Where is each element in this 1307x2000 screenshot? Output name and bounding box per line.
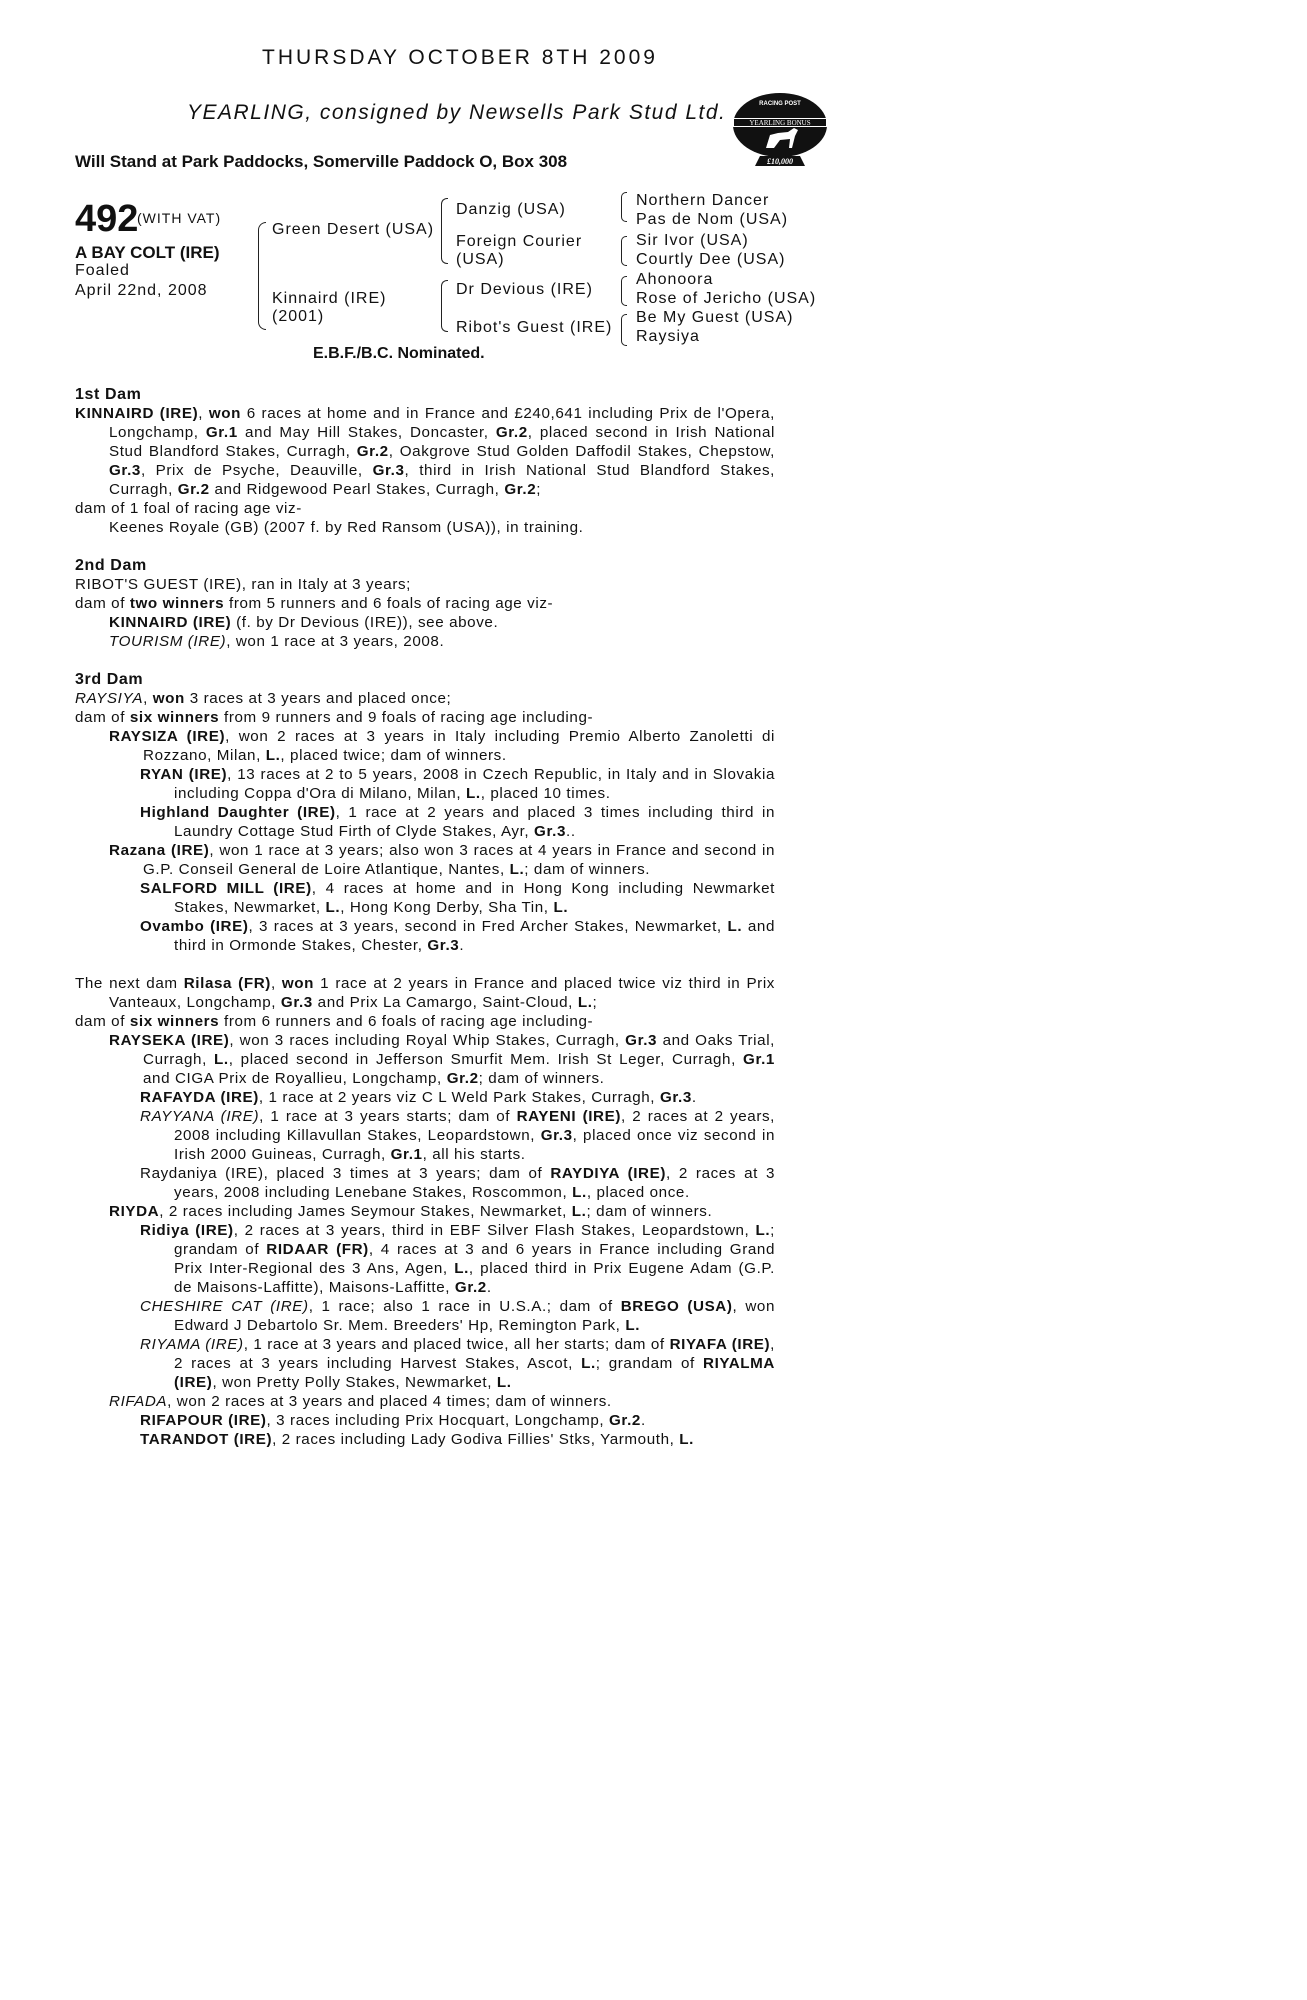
pedigree-sire: Green Desert (USA) bbox=[272, 221, 435, 238]
produce-item: Ridiya (IRE), 2 races at 3 years, third in EBF Silver Flash Stakes, Leopardstown, L.; grandam of RIDAAR (FR), 4 races at 3 and 6 years in France including Grand Prix Inter-Regional des 3 Ans, Agen, L., placed third in Prix Eugene Adam (G.P. de Maisons-Laffitte), Maisons-Laffitte, Gr.2. bbox=[140, 1222, 776, 1296]
produce-item: RYAN (IRE), 13 races at 2 to 5 years, 2008 in Czech Republic, in Italy and in Slovakia including Coppa d'Ora di Milano, Milan, L., placed 10 times. bbox=[140, 766, 775, 802]
produce-item: RIYAMA (IRE), 1 race at 3 years and placed twice, all her starts; dam of RIYAFA (IRE), 2 races at 3 years including Harvest Stakes, Ascot, L.; grandam of RIYALMA (IRE), won Pretty Polly Stakes, Newmarket, L. bbox=[140, 1336, 775, 1391]
third-dam-paragraph: RAYSIYA, won 3 races at 3 years and placed once; bbox=[75, 690, 452, 707]
produce-item: RAFAYDA (IRE), 1 race at 2 years viz C L Weld Park Stakes, Curragh, Gr.3. bbox=[140, 1089, 697, 1106]
pedigree-brace-dam bbox=[441, 280, 448, 332]
section-heading: 2nd Dam bbox=[75, 557, 147, 574]
produce-item: RIYDA, 2 races including James Seymour Stakes, Newmarket, L.; dam of winners. bbox=[109, 1203, 713, 1220]
section-heading: 3rd Dam bbox=[75, 671, 144, 688]
lot-number: 492 bbox=[75, 198, 139, 240]
vat-note: (WITH VAT) bbox=[137, 210, 222, 226]
next-dam-paragraph: The next dam Rilasa (FR), won 1 race at 2 years in France and placed twice viz third in Prix Vanteaux, Longchamp, Gr.3 and Prix La Camargo, Saint-Cloud, L.; bbox=[75, 975, 776, 1011]
consignment-line: YEARLING, consigned by Newsells Park Stud Ltd. bbox=[187, 101, 727, 124]
foaled-label: Foaled bbox=[75, 262, 130, 279]
produce-item: Highland Daughter (IRE), 1 race at 2 years and placed 3 times including third in Laundry Cottage Stud Firth of Clyde Stakes, Ayr, Gr.3.. bbox=[140, 804, 776, 840]
produce-item: Keenes Royale (GB) (2007 f. by Red Ransom (USA)), in training. bbox=[109, 519, 584, 536]
foaled-date: April 22nd, 2008 bbox=[75, 282, 208, 299]
pedigree-sire-sire: Danzig (USA) bbox=[456, 201, 566, 218]
produce-item: RIFADA, won 2 races at 3 years and placed 4 times; dam of winners. bbox=[109, 1393, 612, 1410]
first-dam-produce: dam of 1 foal of racing age viz- bbox=[75, 500, 302, 517]
produce-item: TOURISM (IRE), won 1 race at 3 years, 2008. bbox=[109, 633, 445, 650]
pedigree-ddd: Raysiya bbox=[636, 328, 700, 345]
pedigree-brace-dd bbox=[621, 314, 627, 346]
pedigree-sire-dam-2: (USA) bbox=[456, 251, 505, 268]
produce-item: CHESHIRE CAT (IRE), 1 race; also 1 race in U.S.A.; dam of BREGO (USA), won Edward J Debartolo Sr. Mem. Breeders' Hp, Remington Park, L. bbox=[140, 1298, 775, 1334]
next-dam-produce: dam of six winners from 6 runners and 6 foals of racing age including- bbox=[75, 1013, 594, 1030]
pedigree-brace-gen1 bbox=[258, 222, 266, 330]
pedigree-brace-ds bbox=[621, 276, 627, 306]
pedigree-dss: Ahonoora bbox=[636, 271, 714, 288]
produce-item: RIFAPOUR (IRE), 3 races including Prix Hocquart, Longchamp, Gr.2. bbox=[140, 1412, 646, 1429]
pedigree-sdd: Courtly Dee (USA) bbox=[636, 251, 786, 268]
produce-item: TARANDOT (IRE), 2 races including Lady Godiva Fillies' Stks, Yarmouth, L. bbox=[140, 1431, 694, 1448]
produce-item: Ovambo (IRE), 3 races at 3 years, second in Fred Archer Stakes, Newmarket, L. and third in Ormonde Stakes, Chester, Gr.3. bbox=[140, 918, 776, 954]
pedigree-ssd: Pas de Nom (USA) bbox=[636, 211, 789, 228]
produce-item: RAYSIZA (IRE), won 2 races at 3 years in Italy including Premio Alberto Zanoletti di Rozzano, Milan, L., placed twice; dam of winners. bbox=[109, 728, 775, 764]
sale-date: THURSDAY OCTOBER 8TH 2009 bbox=[262, 46, 658, 69]
first-dam-paragraph: KINNAIRD (IRE), won 6 races at home and in France and £240,641 including Prix de l'Opera, Longchamp, Gr.1 and May Hill Stakes, Doncaster, Gr.2, placed second in Irish National Stud Blandford Stakes, Curragh, Gr.2, Oakgrove Stud Golden Daffodil Stakes, Chepstow, Gr.3, Prix de Psyche, Deauville, Gr.3, third in Irish National Stud Blandford Stakes, Curragh, Gr.2 and Ridgewood Pearl Stakes, Curragh, Gr.2; bbox=[75, 405, 775, 498]
produce-item: Razana (IRE), won 1 race at 3 years; also won 3 races at 4 years in France and second in G.P. Conseil General de Loire Atlantique, Nantes, L.; dam of winners. bbox=[109, 842, 776, 878]
produce-item: SALFORD MILL (IRE), 4 races at home and in Hong Kong including Newmarket Stakes, Newmarket, L., Hong Kong Derby, Sha Tin, L. bbox=[140, 880, 775, 916]
logo-bottom-text: £10,000 bbox=[767, 157, 793, 166]
second-dam-produce: dam of two winners from 5 runners and 6 foals of racing age viz- bbox=[75, 595, 554, 612]
pedigree-sss: Northern Dancer bbox=[636, 192, 770, 209]
pedigree-brace-sd bbox=[621, 236, 627, 266]
pedigree-sire-dam: Foreign Courier bbox=[456, 233, 583, 250]
second-dam-paragraph: RIBOT'S GUEST (IRE), ran in Italy at 3 years; bbox=[75, 576, 411, 593]
logo-top-text: RACING POST bbox=[759, 101, 801, 107]
produce-item: RAYYANA (IRE), 1 race at 3 years starts; dam of RAYENI (IRE), 2 races at 2 years, 2008 including Killavullan Stakes, Leopardstown, Gr.3, placed once viz second in Irish 2000 Guineas, Curragh, Gr.1, all his starts. bbox=[140, 1108, 776, 1163]
pedigree-sds: Sir Ivor (USA) bbox=[636, 232, 749, 249]
produce-item: Raydaniya (IRE), placed 3 times at 3 years; dam of RAYDIYA (IRE), 2 races at 3 years, 2008 including Lenebane Stakes, Roscommon, L., placed once. bbox=[140, 1165, 775, 1201]
logo-mid-text: YEARLING BONUS bbox=[749, 119, 811, 127]
pedigree-brace-sire bbox=[441, 198, 448, 264]
catalogue-body bbox=[75, 385, 775, 1449]
section-heading: 1st Dam bbox=[75, 386, 142, 403]
pedigree-brace-ss bbox=[621, 192, 627, 222]
third-dam-produce: dam of six winners from 9 runners and 9 foals of racing age including- bbox=[75, 709, 594, 726]
pedigree-dam-sire: Dr Devious (IRE) bbox=[456, 281, 593, 298]
produce-item: RAYSEKA (IRE), won 3 races including Royal Whip Stakes, Curragh, Gr.3 and Oaks Trial, Curragh, L., placed second in Jefferson Smurfit Mem. Irish St Leger, Curragh, Gr.1 and CIGA Prix de Royallieu, Longchamp, Gr.2; dam of winners. bbox=[109, 1032, 775, 1087]
pedigree-dam-dam: Ribot's Guest (IRE) bbox=[456, 319, 613, 336]
pedigree-dsd: Rose of Jericho (USA) bbox=[636, 290, 817, 307]
pedigree-dam-year: (2001) bbox=[272, 308, 325, 325]
stand-location: Will Stand at Park Paddocks, Somerville Paddock O, Box 308 bbox=[75, 152, 568, 171]
nomination-note: E.B.F./B.C. Nominated. bbox=[313, 345, 485, 362]
produce-item: KINNAIRD (IRE) (f. by Dr Devious (IRE)), see above. bbox=[109, 614, 499, 631]
pedigree-dam: Kinnaird (IRE) bbox=[272, 290, 387, 307]
pedigree-dds: Be My Guest (USA) bbox=[636, 309, 794, 326]
racing-post-yearling-bonus-logo bbox=[730, 90, 830, 168]
lot-title: A BAY COLT (IRE) bbox=[75, 243, 220, 262]
